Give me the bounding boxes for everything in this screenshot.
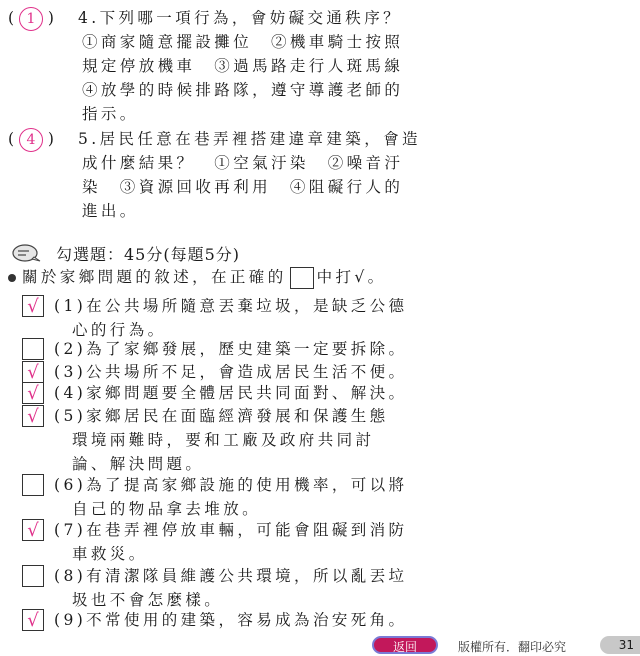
checklist-item: (6)為了提高家鄉設施的使用機率，可以將 自己的物品拿去堆放。 xyxy=(22,473,632,521)
checkbox-icon xyxy=(290,267,314,289)
checkbox[interactable]: √ xyxy=(22,519,44,541)
question-text: 指示。 xyxy=(82,105,139,123)
checklist-item: √ (5)家鄉居民在面臨經濟發展和保護生態 環境兩難時，要和工廠及政府共同討 論、解決問題。 xyxy=(22,404,632,476)
checklist-item: √ (3)公共場所不足，會造成居民生活不便。 xyxy=(22,360,632,384)
checklist-item: √ (1)在公共場所隨意丟棄垃圾，是缺乏公德 心的行為。 xyxy=(22,294,632,342)
back-button[interactable]: 返回 xyxy=(372,636,438,654)
checklist-item: √ (7)在巷弄裡停放車輛，可能會阻礙到消防 車救災。 xyxy=(22,518,632,566)
checkbox[interactable] xyxy=(22,474,44,496)
checklist-item: (2)為了家鄉發展，歷史建築一定要拆除。 xyxy=(22,337,632,361)
section-title: 勾選題：45分(每題5分) xyxy=(56,244,241,264)
checkbox[interactable]: √ xyxy=(22,382,44,404)
checklist-item: √ (9)不常使用的建築，容易成為治安死角。 xyxy=(22,608,632,632)
checkbox[interactable]: √ xyxy=(22,295,44,317)
question-text: 進出。 xyxy=(82,202,139,220)
answer-circle: 1 xyxy=(19,7,43,31)
answer-circle: 4 xyxy=(19,128,43,152)
page-number: 31 xyxy=(600,636,640,654)
checklist-item: √ (4)家鄉問題要全體居民共同面對、解決。 xyxy=(22,381,632,405)
checkbox[interactable]: √ xyxy=(22,405,44,427)
question-text: 規定停放機車 ③過馬路走行人斑馬線 xyxy=(82,57,404,75)
question-text: 4.下列哪一項行為，會妨礙交通秩序？ xyxy=(78,9,402,27)
question-text: 成什麼結果？ ①空氣汙染 ②噪音汙 xyxy=(82,154,404,172)
instructions: 關於家鄉問題的敘述，在正確的 中打√。 xyxy=(8,265,387,289)
checklist-item: (8)有清潔隊員維護公共環境，所以亂丟垃 圾也不會怎麼樣。 xyxy=(22,564,632,612)
question-text: ④放學的時候排路隊，遵守導護老師的 xyxy=(82,81,404,99)
bullet-icon xyxy=(8,274,16,282)
section-heading xyxy=(12,242,240,264)
checkbox[interactable] xyxy=(22,565,44,587)
question-text: ①商家隨意擺設攤位 ②機車騎士按照 xyxy=(82,33,404,51)
speech-bubble-icon xyxy=(12,244,42,262)
copyright-text: 版權所有．翻印必究 xyxy=(458,640,567,654)
checkbox[interactable] xyxy=(22,338,44,360)
question-4: ( 1 ) 4.下列哪一項行為，會妨礙交通秩序？ ①商家隨意擺設攤位 ②機車騎士按照 規定停放機車 ③過馬路走行人斑馬線 ④放學的時候排路隊，遵守導護老師的 指示。 xyxy=(8,6,633,126)
footer xyxy=(0,636,640,654)
question-5: ( 4 ) 5.居民任意在巷弄裡搭建違章建築，會造 成什麼結果？ ①空氣汙染 ②噪音汙 染 ③資源回收再利用 ④阻礙行人的 進出。 xyxy=(8,127,633,223)
question-text: 5.居民任意在巷弄裡搭建違章建築，會造 xyxy=(78,130,421,148)
checkbox[interactable]: √ xyxy=(22,609,44,631)
checkbox[interactable]: √ xyxy=(22,361,44,383)
question-text: 染 ③資源回收再利用 ④阻礙行人的 xyxy=(82,178,404,196)
